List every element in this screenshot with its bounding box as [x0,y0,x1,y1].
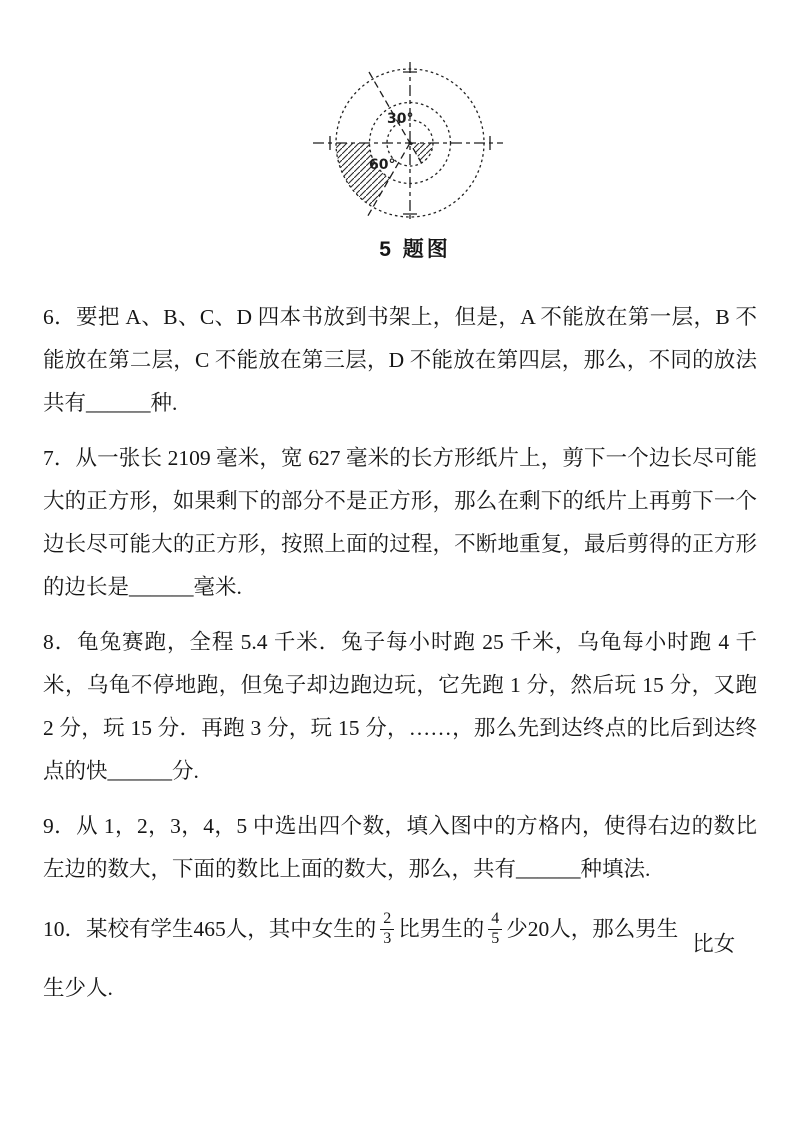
question-9: 9．从 1，2，3，4，5 中选出四个数，填入图中的方格内，使得右边的数比左边的数大，下面的数比上面的数大，那么，共有______种填法. [43,814,757,881]
question5-figure [300,52,530,263]
q10-text-4-lowered: 比女 [692,932,736,956]
question5-diagram [300,52,530,227]
q10-text-3: 少20人，那么男生 [506,917,679,941]
question-8: 8．龟兔赛跑，全程 5.4 千米．兔子每小时跑 25 千米，乌龟每小时跑 4 千米，乌龟不停地跑，但兔子却边跑边玩，它先跑 1 分，然后玩 15 分，又跑 2 分，玩 15 分．再跑 3 分，玩 15 分，……，那么先到达终点的比后到达终点的快______分. [43,630,757,783]
hatched-outer-sector [336,143,390,207]
q10-text-1: 10．某校有学生465人，其中女生的 [43,917,377,941]
question-10 [43,903,757,1010]
fraction-denominator: 5 [491,929,500,947]
center-dot [408,141,411,144]
q10-text-2: 比男生的 [398,917,485,941]
fraction-two-thirds [380,910,394,948]
question-10-line1 [43,903,757,955]
fraction-numerator: 2 [380,910,394,929]
hatched-inner-sector [410,143,433,163]
fraction-denominator: 3 [383,929,392,947]
question-6: 6．要把 A、B、C、D 四本书放到书架上，但是，A 不能放在第一层，B 不能放在第二层，C 不能放在第三层，D 不能放在第四层，那么，不同的放法共有______种. [43,305,757,415]
fraction-numerator: 4 [488,910,502,929]
angle-30-label: 30° [387,111,414,127]
question-7: 7．从一张长 2109 毫米，宽 627 毫米的长方形纸片上，剪下一个边长尽可能大的正方形，如果剩下的部分不是正方形，那么在剩下的纸片上再剪下一个边长尽可能大的正方形，按照上面的过程，不断地重复，最后剪得的正方形的边长是______毫米. [43,446,757,599]
angle-60-label: 60° [369,157,396,173]
figure-caption: 5 题图 [379,238,451,261]
questions-section [43,296,757,1010]
fraction-four-fifths [488,910,502,948]
question-10-line2: 生少人. [43,976,113,1000]
